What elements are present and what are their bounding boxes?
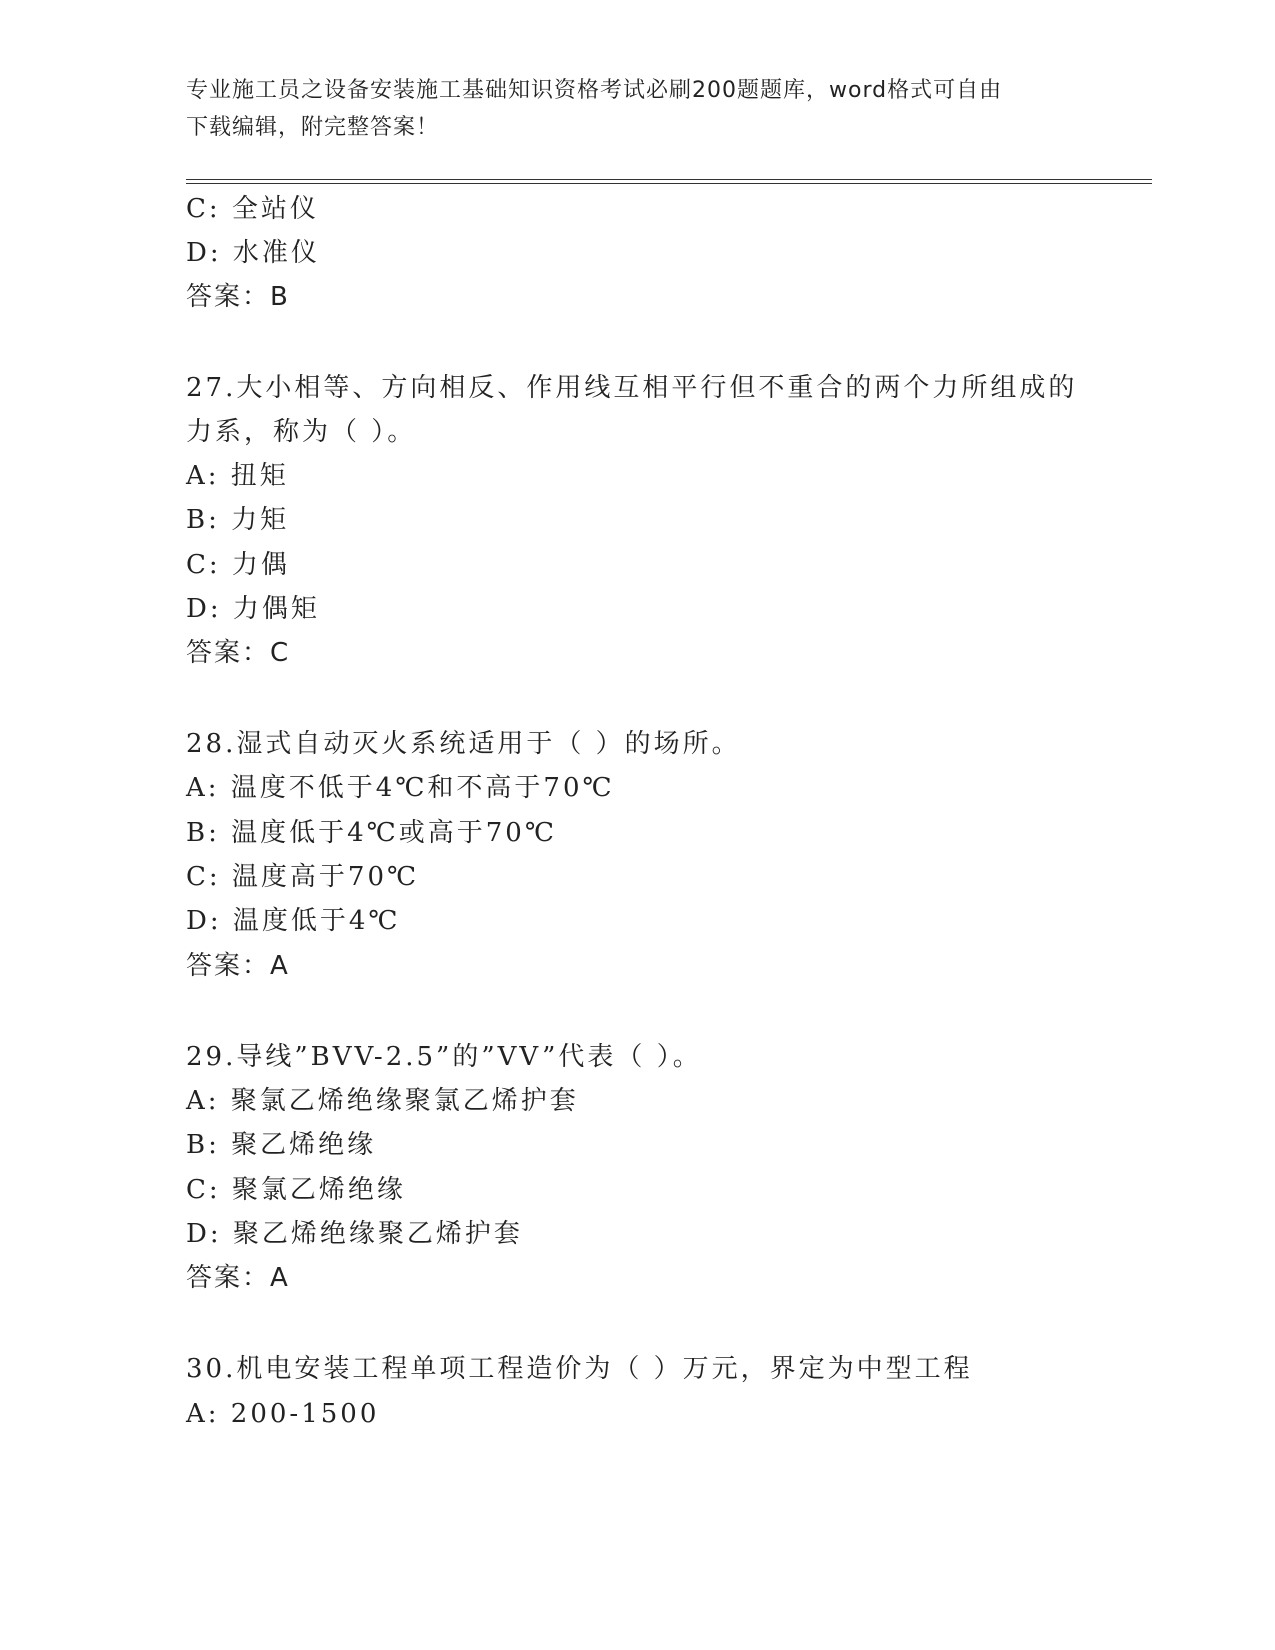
option-c: C: 全站仪: [186, 194, 319, 224]
question-30-stem: 30.机电安装工程单项工程造价为（ ）万元，界定为中型工程: [186, 1354, 973, 1384]
header-rule-bottom: [186, 183, 1152, 184]
question-27-stem-line2: 力系，称为（ ）。: [186, 417, 417, 447]
header-title-line1: 专业施工员之设备安装施工基础知识资格考试必刷200题题库，word格式可自由: [186, 78, 1003, 103]
question-28-option-b: B: 温度低于4℃或高于70℃: [186, 818, 557, 848]
question-30-option-a: A: 200-1500: [186, 1399, 380, 1429]
question-27-option-b: B: 力矩: [186, 505, 290, 535]
header-title-line2: 下载编辑，附完整答案！: [186, 115, 440, 140]
question-27-stem-line1: 27.大小相等、方向相反、作用线互相平行但不重合的两个力所组成的: [186, 373, 1078, 403]
question-29-option-a: A: 聚氯乙烯绝缘聚氯乙烯护套: [186, 1086, 579, 1116]
question-29-option-c: C: 聚氯乙烯绝缘: [186, 1175, 406, 1205]
question-27-option-a: A: 扭矩: [186, 461, 289, 491]
page-header: [186, 72, 1086, 146]
question-27-option-c: C: 力偶: [186, 550, 290, 580]
question-29-stem: 29.导线”BVV-2.5”的”VV”代表（ ）。: [186, 1042, 702, 1072]
question-29-answer: 答案：A: [186, 1263, 290, 1293]
question-27-option-d: D: 力偶矩: [186, 594, 320, 624]
option-d: D: 水准仪: [186, 238, 320, 268]
question-29-option-d: D: 聚乙烯绝缘聚乙烯护套: [186, 1219, 523, 1249]
question-29-option-b: B: 聚乙烯绝缘: [186, 1130, 377, 1160]
header-rule-top: [186, 179, 1152, 180]
question-27-answer: 答案：C: [186, 638, 291, 668]
question-28-option-c: C: 温度高于70℃: [186, 862, 420, 892]
question-28-option-d: D: 温度低于4℃: [186, 906, 401, 936]
answer: 答案：B: [186, 282, 290, 312]
question-28-option-a: A: 温度不低于4℃和不高于70℃: [186, 773, 615, 803]
question-28-stem: 28.湿式自动灭火系统适用于（ ）的场所。: [186, 729, 741, 759]
question-28-answer: 答案：A: [186, 951, 290, 981]
